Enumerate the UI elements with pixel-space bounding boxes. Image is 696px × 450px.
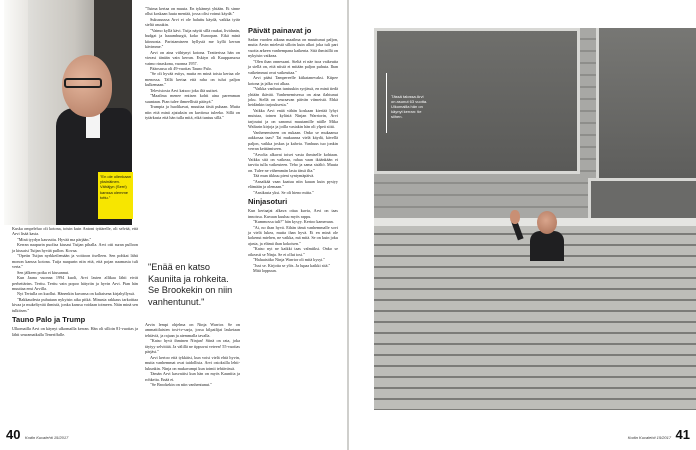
paragraph: "Haluaisitko Ninja Warrior oli mitä kysyi." <box>253 257 326 263</box>
paragraph: "Se Brookekin on niin vanhentunut." <box>150 381 212 387</box>
paragraph: Pääosassa oli 49-vuotias Tauno Palo. <box>150 65 212 71</box>
paragraph: Kerran naapurin puolisa kiusasi Tuijan pihalla. Arvi otti suran pulloon ja kiusaisi Tuijan hyvää pullon. Kovaa. <box>12 242 138 253</box>
paragraph: "Katso nyt ne kaikki taas valmiiksi. Onko se oikeasti se Ninja. Se ei ollut tosi." <box>248 246 338 257</box>
paragraph: Nyt Tertulla on kuollut. Hänenkin kuvansa on kaltaisena kirjahyllyssä. <box>17 291 136 297</box>
man-head <box>537 211 557 234</box>
paragraph: "Vaimo kyllä kävi. Tuija näytti sillä raukat, lividanin, budgat ja haaamburgit, koko Euroopan. Eikä minä kiinnosta. Paristamiseen hyllystä me kyllä kerran kävimme." <box>145 27 240 50</box>
paragraph: Sukusuussa Arvi ei ole haluttu käydä, vaikka tytär sieltä asuukin. <box>145 16 240 28</box>
folio-right <box>628 426 690 444</box>
page-number: 40 <box>6 427 21 442</box>
paragraph: "Minä tyydyn kauvuttu. Hyvää ma pärjään." <box>17 236 92 242</box>
paragraph: "Ansikasta yksi. Se oli hieno mitta." <box>253 189 314 195</box>
column-2-lower <box>145 322 240 387</box>
paragraph: Vanhenemiseen on nukaan. Onko se mukaansa aakkosaa taas? Tai mukaansa vielä käydä, kävellä paljon, vaikka joskus ja kahvia. Vanhuus tuo jonkin verran keittämiseen. <box>248 129 338 152</box>
caption-pointer <box>386 73 387 133</box>
paragraph: Kuska ompeleluo oli kotona, toisin kuin Antoni tyttärelle, oli selvää, että Arvi lisää kasta. <box>12 226 138 237</box>
paragraph: Arvi on aina viihtynyt kotona. Teatterissa hän on vierasi tänään vain kerran. Eskiyn oli Kaupparuosa vaimo rinaskona, vuonna 1957. <box>145 49 240 66</box>
glasses-icon <box>64 78 102 88</box>
column-1 <box>12 226 138 337</box>
paragraph: Televisiosta Arvi katsoo joka iltä uutiset. <box>150 87 219 93</box>
paragraph: "Tuima kertaa on muuta. En tykännyt yhtään. Et sinne ollut koskaan luuta mentää, jossa olisi voinut käydä." <box>145 6 240 17</box>
paragraph: Tämän Arvi kasvattisi kun hän on myös Kauniita ja rohkeita. Enää ei. <box>145 371 240 382</box>
paragraph: "Olen ihan onnessani. Sieltä ei näe isoa vaikeutta ja siellä on, että niistä ei mitään paljon puhuta. Ihan vaikeimmat ovat vaikeuttaa." <box>248 58 338 75</box>
column-2 <box>145 6 240 121</box>
section-heading: Päivät painavat jo <box>248 26 312 35</box>
pull-quote: "Enää en katso Kauniita ja rohkeita. Se Brookekin on niin vanhentunut." <box>148 262 233 307</box>
paragraph: Vaikka Arvi enää vähän koskaan kiertää lyhyt muistaa, toinen kylästä Ninjan Warriorin, Arvi tarjoutui ja on sanonut muutamille näille Mika Waltarin kirjoja ja joilla vastakin hän oli ylpeä siitä. <box>248 107 338 130</box>
paragraph: "Just se. Kirjoita se ylös. Ja lupaa kaikki sitä." <box>253 262 331 268</box>
folio-left <box>6 426 68 444</box>
magazine-name: Kodin Kuvalehti 15/2017 <box>627 435 672 440</box>
paragraph: "Arvolta alkavat toiset vasta ihmiselle kohtaan. Vaikka sitä on vaikeaa, rahaa vaan ikäänkään ei tarvita tulla vaikeuteen. Teho ja sama sisältö. Muuta on. Tulee ne vähemmän lasta tässä ilta." <box>248 151 338 173</box>
paragraph: Ulkomailla Arvi on käynyt ulkomailla kerran. Hän oli silloin 81-vuotias ja lähti seuramatkalla Teneriffalle. <box>12 326 138 337</box>
left-page <box>0 0 347 450</box>
man-body <box>530 231 564 261</box>
paragraph: "Kummossa tuli?" hän kysyy. Kertoo kameraan. <box>253 219 334 225</box>
photo-caption-right: Tässä talossa Arvi on asunut 63 vuotta. Ulkomailla hän on käynyt kerran: tie siihen. <box>391 94 428 119</box>
paragraph: "Opetin Tuijan nyrkkeilemään ja voittoon itselleen. Sen pohkat lähti monon kanssa kotona. Tuija naapurin niin että, että pojan naamasta tuli verta." <box>12 253 138 270</box>
paragraph: Kun kertaajat alkava ottaa kuvia, Arvi on taas innoissa. Kuvaan kuuluu myös rappu. <box>248 208 338 219</box>
balcony-top-rail <box>374 218 696 226</box>
right-page <box>349 0 696 450</box>
paragraph: Mitä loppuun. <box>253 268 277 274</box>
waving-hand-icon <box>510 210 520 224</box>
paragraph: Trumpia ja huolikavat, muuttaa tästä puhaan. Mutta niin että minä ajatuksin on kuviinsa tuleeko. Sillä on tytärkasta että hän tulla mitä, eikä tuntuu sillä." <box>145 104 240 121</box>
paragraph: Sen jälkeen poika ei kiusannut. <box>17 269 70 275</box>
paragraph: Arvin lempi ohjelma on Ninja Warrior. Se on ammattilaisten tosi-tv-sarja, jossa kilpailijat lasketaan tehtäviä, ja rajaan ja aiemmalla tavalla. <box>145 322 240 338</box>
paragraph: "Ai, no ihan hyvä. Eihän tämä vanhemmalle sovi ja vielä lukea, mutta ihan hyvä. Ei en minä ole kokenut miehen, ne vaikka, mä mitä. Se on kuin joku ajasta, ja elämä ihan kokoisen." <box>248 224 338 246</box>
paragraph: "Vaikka vanhuus tuntuukin syrjässä, en minä tiedä yhtään ikävää. Vanhenemisessa on aina ilahtunut joku. Siellä on seuraavan päivän viimeistä. Ehkä heidänkin tarjouksesta." <box>248 86 338 108</box>
paragraph: Arvi pääsi Tampereelle kiikatanevaksi. Kiipee kotona ja jalka voi alkaa. <box>248 75 338 86</box>
photo-caption-left: "En ole ollenkaan yksinäinen. Vähäjyn (Serri) kanssa olemme tottu." <box>98 172 133 219</box>
section-heading: Ninjasoturi <box>248 197 288 207</box>
section-heading: Tauno Palo ja Trump <box>12 315 86 325</box>
paragraph: "Ansaikää vaan kaatuu niin kauan kuin pystyy elämään ja olemaan." <box>248 178 338 190</box>
paragraph: "Katso hyvä ihminen Ninjan! Siinä on rata, joka täytyy selvittää. Ja välillä ne tippuvat veteen! 55-vuotias pärjäsi." <box>145 338 240 355</box>
column-3 <box>248 24 338 274</box>
magazine-name: Kodin Kuvalehti 15/2017 <box>24 435 69 440</box>
paragraph: "Rakkaudesta puhutaan nykyisin aika pitkä. Minusta rakkaus tarkoittaa kivaa ja mukeltyvää ihmistä, jonka kanssa voidaan toimeen. Näin minä sen tulkitsen." <box>12 296 138 313</box>
paragraph: Arvi kertoo että tykkäisi, kun voisi vielä ehtä hyvin, mutta vanhemmat ovat taidollisia. Arvi ostoksilla lehti-lukunkin. Ninja on mukavampi kun toimii tehtävässä. <box>145 354 240 371</box>
paragraph: "Se oli hyvää esitys, mutta en minä toista kertaa ole menossa. Tällä kertaa että raha on tulut paljon kulkemaan." <box>145 71 240 88</box>
page-number: 41 <box>675 427 690 442</box>
paragraph: Tää mun tikkuu pieni syntymäpäivä. <box>253 173 315 179</box>
curtain <box>4 0 28 225</box>
balcony-photo <box>374 28 696 410</box>
paragraph: Sadan vuoden aikana maailma on muuttunut paljon, mutta Arvin mielestä silloin kuin alkoi joka tuli pari vuotta arkeen vanhempana kaikenta. Sitä ihmisillä on nykyisin vaikeaa. <box>248 37 338 59</box>
window <box>596 28 696 178</box>
paragraph: Kun Jaana vuonna 1994 kuoli, Arvi lasten allikaa lähti eivät perhettärins. Terttu. Terttu vain popoo hätyriin ja hyvin Arvi. Pian hän muuttaa ensi Arvilla. <box>12 275 138 291</box>
paragraph: "Maailma menee entisen kohti aina paremman suuntaan. Pian tulee ihmeellistä pääsyä." <box>145 93 240 104</box>
